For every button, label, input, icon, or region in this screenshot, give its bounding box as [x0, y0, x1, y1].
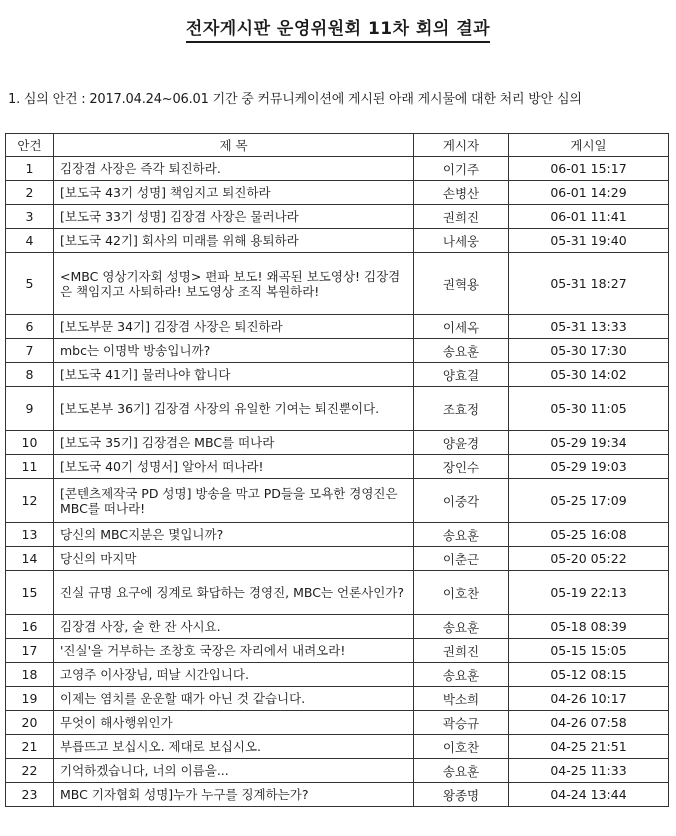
row-date: 05-30 11:05: [509, 387, 669, 431]
row-number: 21: [6, 735, 54, 759]
table-row: [6, 315, 669, 339]
row-author: 권희진: [414, 639, 509, 663]
row-date: 06-01 11:41: [509, 205, 669, 229]
table-row: [6, 711, 669, 735]
row-author: 손병산: [414, 181, 509, 205]
row-date: 05-25 16:08: [509, 523, 669, 547]
table-row: [6, 523, 669, 547]
row-date: 05-31 13:33: [509, 315, 669, 339]
row-date: 06-01 14:29: [509, 181, 669, 205]
row-date: 05-20 05:22: [509, 547, 669, 571]
row-number: 19: [6, 687, 54, 711]
table-row: [6, 253, 669, 315]
row-date: 06-01 15:17: [509, 157, 669, 181]
row-number: 9: [6, 387, 54, 431]
row-subject: mbc는 이명박 방송입니까?: [54, 339, 414, 363]
row-number: 17: [6, 639, 54, 663]
row-author: 이세옥: [414, 315, 509, 339]
row-subject: [보도국 43기 성명] 책임지고 퇴진하라: [54, 181, 414, 205]
row-date: 05-30 17:30: [509, 339, 669, 363]
row-subject: <MBC 영상기자회 성명> 편파 보도! 왜곡된 보도영상! 김장겸은 책임지고 사퇴하라! 보도영상 조직 복원하라!: [54, 253, 414, 315]
row-author: 곽승규: [414, 711, 509, 735]
row-subject: [보도국 35기] 김장겸은 MBC를 떠나라: [54, 431, 414, 455]
row-date: 04-26 07:58: [509, 711, 669, 735]
table-row: [6, 687, 669, 711]
table-header-row: [6, 134, 669, 157]
row-subject: 부릅뜨고 보십시오. 제대로 보십시오.: [54, 735, 414, 759]
row-subject: 진실 규명 요구에 징계로 화답하는 경영진, MBC는 언론사인가?: [54, 571, 414, 615]
row-date: 05-31 19:40: [509, 229, 669, 253]
row-author: 나세웅: [414, 229, 509, 253]
agenda-text: 1. 심의 안건 : 2017.04.24~06.01 기간 중 커뮤니케이션에 게시된 아래 게시물에 대한 처리 방안 심의: [8, 92, 582, 107]
table-row: [6, 205, 669, 229]
row-author: 권희진: [414, 205, 509, 229]
row-subject: 당신의 마지막: [54, 547, 414, 571]
row-number: 20: [6, 711, 54, 735]
row-number: 22: [6, 759, 54, 783]
table-row: [6, 639, 669, 663]
row-date: 05-29 19:34: [509, 431, 669, 455]
row-date: 04-25 11:33: [509, 759, 669, 783]
row-date: 05-19 22:13: [509, 571, 669, 615]
row-subject: 기억하겠습니다, 너의 이름을...: [54, 759, 414, 783]
row-author: 조효정: [414, 387, 509, 431]
row-number: 2: [6, 181, 54, 205]
row-author: 박소희: [414, 687, 509, 711]
table-row: [6, 547, 669, 571]
header-date: 게시일: [509, 134, 669, 157]
row-subject: 당신의 MBC지분은 몇입니까?: [54, 523, 414, 547]
row-date: 05-29 19:03: [509, 455, 669, 479]
row-number: 6: [6, 315, 54, 339]
table-row: [6, 615, 669, 639]
row-author: 장인수: [414, 455, 509, 479]
row-subject: [보도국 40기 성명서] 알아서 떠나라!: [54, 455, 414, 479]
row-number: 1: [6, 157, 54, 181]
row-author: 왕종명: [414, 783, 509, 807]
row-number: 13: [6, 523, 54, 547]
document-title: [0, 14, 676, 39]
row-author: 이춘근: [414, 547, 509, 571]
row-subject: [보도본부 36기] 김장겸 사장의 유일한 기여는 퇴진뿐이다.: [54, 387, 414, 431]
row-author: 양윤경: [414, 431, 509, 455]
row-author: 이호찬: [414, 735, 509, 759]
row-subject: 무엇이 해사행위인가: [54, 711, 414, 735]
table-row: [6, 479, 669, 523]
row-date: 05-18 08:39: [509, 615, 669, 639]
row-number: 14: [6, 547, 54, 571]
table-row: [6, 387, 669, 431]
table-row: [6, 431, 669, 455]
row-subject: [콘텐츠제작국 PD 성명] 방송을 막고 PD들을 모욕한 경영진은 MBC를 떠나라!: [54, 479, 414, 523]
row-date: 04-26 10:17: [509, 687, 669, 711]
row-author: 송요훈: [414, 759, 509, 783]
row-number: 4: [6, 229, 54, 253]
table-row: [6, 339, 669, 363]
table-row: [6, 455, 669, 479]
row-author: 이호찬: [414, 571, 509, 615]
row-date: 05-31 18:27: [509, 253, 669, 315]
row-subject: 이제는 염치를 운운할 때가 아닌 것 같습니다.: [54, 687, 414, 711]
row-number: 12: [6, 479, 54, 523]
row-subject: 고영주 이사장님, 떠날 시간입니다.: [54, 663, 414, 687]
row-subject: [보도부문 34기] 김장겸 사장은 퇴진하라: [54, 315, 414, 339]
row-number: 23: [6, 783, 54, 807]
row-date: 05-25 17:09: [509, 479, 669, 523]
row-date: 05-30 14:02: [509, 363, 669, 387]
row-date: 05-15 15:05: [509, 639, 669, 663]
posts-table: [5, 133, 669, 807]
row-subject: MBC 기자협회 성명]누가 누구를 징계하는가?: [54, 783, 414, 807]
header-subject: 제 목: [54, 134, 414, 157]
row-number: 11: [6, 455, 54, 479]
row-subject: [보도국 33기 성명] 김장겸 사장은 물러나라: [54, 205, 414, 229]
table-row: [6, 783, 669, 807]
row-number: 5: [6, 253, 54, 315]
row-author: 송요훈: [414, 523, 509, 547]
row-subject: 김장겸 사장, 술 한 잔 사시요.: [54, 615, 414, 639]
row-number: 7: [6, 339, 54, 363]
row-subject: [보도국 42기] 회사의 미래를 위해 용퇴하라: [54, 229, 414, 253]
table-row: [6, 759, 669, 783]
row-date: 04-25 21:51: [509, 735, 669, 759]
row-subject: 김장겸 사장은 즉각 퇴진하라.: [54, 157, 414, 181]
row-author: 권혁용: [414, 253, 509, 315]
row-subject: [보도국 41기] 물러나야 합니다: [54, 363, 414, 387]
row-number: 16: [6, 615, 54, 639]
row-author: 송요훈: [414, 615, 509, 639]
table-row: [6, 735, 669, 759]
row-number: 8: [6, 363, 54, 387]
table-row: [6, 157, 669, 181]
row-author: 이중각: [414, 479, 509, 523]
row-number: 10: [6, 431, 54, 455]
document-title-text: 전자게시판 운영위원회 11차 회의 결과: [186, 19, 490, 43]
row-author: 양효걸: [414, 363, 509, 387]
row-author: 송요훈: [414, 663, 509, 687]
row-date: 04-24 13:44: [509, 783, 669, 807]
table-row: [6, 181, 669, 205]
table-row: [6, 229, 669, 253]
row-author: 송요훈: [414, 339, 509, 363]
row-subject: '진실'을 거부하는 조창호 국장은 자리에서 내려오라!: [54, 639, 414, 663]
table-row: [6, 571, 669, 615]
row-number: 18: [6, 663, 54, 687]
row-author: 이기주: [414, 157, 509, 181]
table-row: [6, 363, 669, 387]
row-number: 15: [6, 571, 54, 615]
row-date: 05-12 08:15: [509, 663, 669, 687]
table-row: [6, 663, 669, 687]
header-author: 게시자: [414, 134, 509, 157]
row-number: 3: [6, 205, 54, 229]
header-no: 안건: [6, 134, 54, 157]
